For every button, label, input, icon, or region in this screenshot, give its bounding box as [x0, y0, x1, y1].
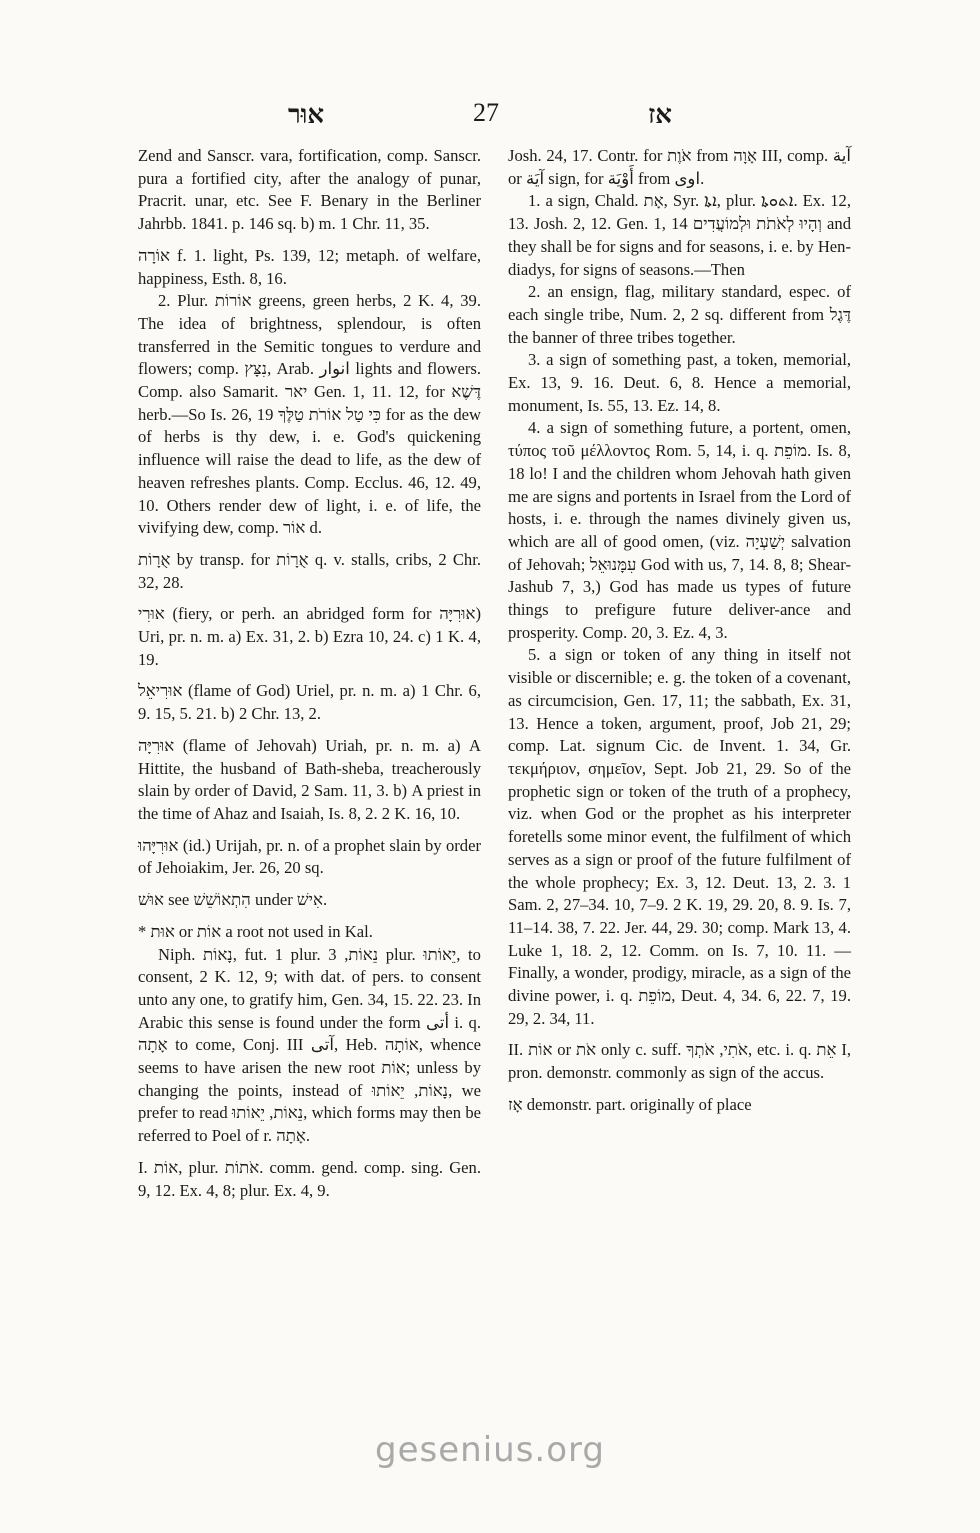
entry-orah-1: אוֹרָה f. 1. light, Ps. 139, 12; metaph. of welfare, happiness, Esth. 8, 16. — [138, 245, 481, 288]
entry-ut-root: * אוּת or אוֹת a root not used in Kal. — [138, 921, 373, 941]
sense-3-token: 3. a sign of something past, a token, memorial, Ex. 13, 9. 16. Deut. 6, 8. Hence a memorial, monument, Is. 55, 13. Ez. 14, 8. — [508, 350, 851, 415]
sense-2-ensign: 2. an ensign, flag, military standard, espec. of each single tribe, Num. 2, 2 sq. different from דֶּגֶל the banner of three tribes together. — [508, 282, 851, 347]
entry-uriah: אוּרִיָּה (flame of Jehovah) Uriah, pr. n. m. a) A Hittite, the husband of Bath-sheba, treacherously slain by order of David, 2 Sam. 11, 3. b) A priest in the time of Ahaz and Isaiah, Is. 8, 2. 2 K. 16, 10. — [138, 735, 481, 823]
site-watermark: gesenius.org — [375, 1430, 605, 1470]
entry-urijah: אוּרִיָּהוּ (id.) Urijah, pr. n. of a prophet slain by order of Jehoiakim, Jer. 26, 20 sq. — [138, 835, 481, 878]
page-number: 27 — [473, 98, 499, 127]
entry-niphal: Niph. נָאוֹת, fut. 1 plur. נֵאוֹת, 3 plur. יֵאוֹתוּ, to consent, 2 K. 12, 9; with dat. of pers. to consent unto any one, to gratify him, Gen. 34, 15. 22. 23. In Arabic this sense is found under the form أتى i. q. אָתָה to come, Conj. III آتى, Heb. אוֹתָה, whence seems to have arisen the new root אוֹת; unless by changing the points, instead of נָאוֹת, יֵאוֹתוּ, we prefer to read נֵאוֹת, יֵאוֹתוּ, which forms may then be referred to Poel of r. אָתָה. — [138, 944, 482, 1146]
header-right-word: אז — [648, 100, 672, 130]
entry-uri: אוּרִי (fiery, or perh. an abridged form for אוּרִיָּה) Uri, pr. n. m. a) Ex. 31, 2. b) Ezra 10, 24. c) 1 K. 4, 19. — [138, 604, 481, 669]
sense-4-portent: 4. a sign of something future, a portent, omen, τύπος τοῦ μέλλοντος Rom. 5, 14, i. q. מוֹפֵת. Is. 8, 18 lo! I and the children whom Jehovah hath given me are signs and portents in Israel from the Lord of hosts, i. e. through the names divinely given us, which are all of good omen, (viz. יְשַׁעְיָה salvation of Jehovah; עִמָּנוּאֵל God with us, 7, 14. 8, 8; Shear-Jashub 7, 3,) God has made us types of future things to prefigure future deliver-ance and prosperity. Comp. 20, 3. Ez. 4, 3. — [508, 418, 851, 642]
sense-5-proof: 5. a sign or token of any thing in itself not visible or discernible; e. g. the token of a covenant, as circumcision, Gen. 17, 11; the sabbath, Ex. 31, 13. Hence a token, argument, proof, Job 21, 29; comp. Lat. signum Cic. de Invent. 1. 34, Gr. τεκμήριον, σημεῖον, Sept. Job 21, 29. So of the prophetic sign or token of the truth of a prophecy, viz. when God or the prophet as his interpreter foretells some minor event, the fulfilment of which serves as a sign or proof of the future fulfilment of the whole prophecy; Ex. 3, 12. Deut. 13, 2. 3. 1 Sam. 2, 27–34. 10, 7–9. 2 K. 19, 29. 20, 8. 9. Is. 7, 11–14. 38, 7. 22. Jer. 44, 29. 30; comp. Mark 13, 4. Luke 1, 18. 2, 12. Comm. on Is. 7, 10. 11. —Finally, a wonder, prodigy, miracle, as a sign of the divine power, i. q. מוֹפֵת, Deut. 4, 34. 6, 22. 7, 19. 29, 2. 34, 11. — [508, 645, 852, 1028]
header-left-word: אוּר — [288, 100, 325, 130]
sense-1-sign: 1. a sign, Chald. אָת, Syr. ܐܬܐ, plur. ܐܬܘܬܐ. Ex. 12, 13. Josh. 2, 12. Gen. 1, 14 וְהָיוּ לְאֹתֹת וּלְמוֹעֲדִים and they shall be for signs and for seasons, i. e. by Hen-diadys, for signs of seasons.—Then — [508, 191, 851, 279]
entry-az: אָז demonstr. part. originally of place — [508, 1094, 752, 1114]
entry-ush: אוּשׁ see הִתְאוֹשֵׁשׁ under אִישׁ. — [138, 890, 328, 910]
entry-uravot: אֻרָוֹת by transp. for אֻרָוֹת q. v. stalls, cribs, 2 Chr. 32, 28. — [138, 549, 481, 592]
entry-continuation: Zend and Sanscr. vara, fortification, comp. Sanscr. pura a fortified city, after the analogy of punar, Pracrit. unar, etc. See F. Benary in the Berliner Jahrbb. 1841. p. 146 sq. b) m. 1 Chr. 11, 35. — [138, 146, 481, 234]
page-header — [138, 98, 848, 138]
left-column — [138, 145, 481, 1202]
entry-ot-1: I. אוֹת, plur. אֹתוֹת. comm. gend. comp. sing. Gen. 9, 12. Ex. 4, 8; plur. Ex. 4, 9. — [138, 1157, 481, 1200]
entry-uriel: אוּרִיאֵל (flame of God) Uriel, pr. n. m. a) 1 Chr. 6, 9. 15, 5. 21. b) 2 Chr. 13, 2. — [138, 681, 481, 724]
entry-orah-2: 2. Plur. אוֹרוֹת greens, green herbs, 2 K. 4, 39. The idea of brightness, splendour, is often transferred in the Semitic tongues to verdure and flowers; comp. נִצָּץ, Arab. انوار lights and flowers. Comp. also Samarit. יאר Gen. 1, 11. 12, for דֶּשֶׁא herb.—So Is. 26, 19 כִּי טַל אוֹרֹת טַלֶּךָ for as the dew of herbs is thy dew, i. e. God's quickening influence will raise the dead to life, as the dew of heaven refreshes plants. Comp. Ecclus. 46, 12. 49, 10. Others render dew of light, i. e. of life, the vivifying dew, comp. אוֹר d. — [138, 291, 482, 538]
right-column — [508, 145, 851, 1117]
entry-ot-2: II. אוֹת or אֹת only c. suff. אֹתִי, אֹתְךָ, etc. i. q. אֵת I, pron. demonstr. commonly as sign of the accus. — [508, 1040, 852, 1083]
entry-ot-continuation: Josh. 24, 17. Contr. for אֹוֶת from אָוָה III, comp. آية or آيَة sign, for أَوْيَة from اوى. — [508, 146, 852, 188]
